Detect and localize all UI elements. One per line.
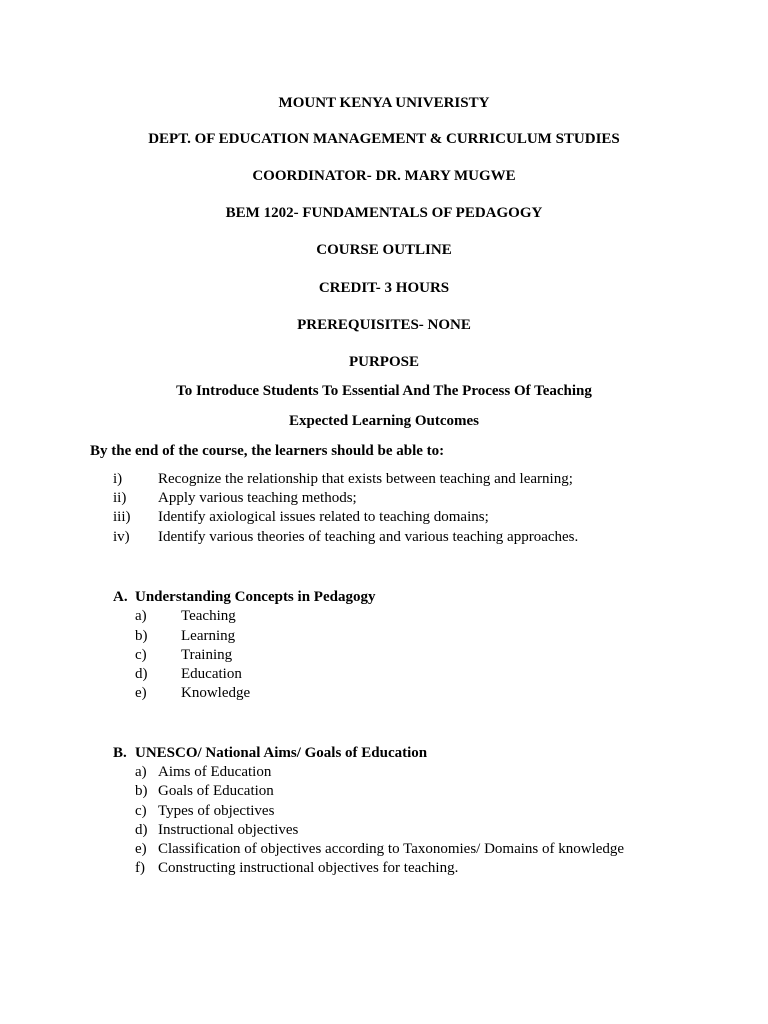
credit-line: CREDIT- 3 HOURS (318, 280, 450, 296)
list-item-text: Knowledge (181, 685, 251, 701)
list-item-text: Goals of Education (158, 783, 274, 799)
university-name: MOUNT KENYA UNIVERISTY (278, 95, 490, 111)
list-item-text: Instructional objectives (158, 822, 299, 838)
list-marker: a) (135, 608, 147, 624)
purpose-heading: PURPOSE (348, 354, 419, 370)
section-title: UNESCO/ National Aims/ Goals of Education (135, 745, 428, 761)
list-marker: d) (135, 822, 148, 838)
section-title: Understanding Concepts in Pedagogy (135, 589, 376, 605)
list-item-text: Classification of objectives according to Taxonomies/ Domains of knowledge (158, 841, 625, 857)
list-item-text: Apply various teaching methods; (158, 490, 357, 506)
course-outline-heading: COURSE OUTLINE (316, 242, 452, 258)
list-item-text: Recognize the relationship that exists between teaching and learning; (158, 471, 573, 487)
list-item-text: Training (181, 647, 233, 663)
outcomes-intro: By the end of the course, the learners should be able to: (90, 443, 445, 459)
department-name: DEPT. OF EDUCATION MANAGEMENT & CURRICULUM STUDIES (148, 131, 620, 147)
outcomes-heading: Expected Learning Outcomes (289, 413, 479, 429)
section-a-heading (113, 588, 613, 606)
list-item-text: Education (181, 666, 242, 682)
list-item-text: Constructing instructional objectives for teaching. (158, 860, 459, 876)
list-marker: d) (135, 666, 148, 682)
list-marker: b) (135, 628, 148, 644)
course-code-title: BEM 1202- FUNDAMENTALS OF PEDAGOGY (225, 205, 543, 221)
prerequisites-line: PREREQUISITES- NONE (297, 317, 471, 333)
list-marker: c) (135, 647, 147, 663)
purpose-text: To Introduce Students To Essential And The Process Of Teaching (176, 383, 592, 399)
list-marker: iii) (113, 509, 131, 525)
list-marker: ii) (113, 490, 127, 506)
coordinator-line: COORDINATOR- DR. MARY MUGWE (252, 168, 516, 184)
list-marker: a) (135, 764, 147, 780)
list-marker: c) (135, 803, 147, 819)
list-marker: e) (135, 841, 147, 857)
list-item-text: Types of objectives (158, 803, 275, 819)
list-marker: f) (135, 860, 145, 876)
list-item-text: Learning (181, 628, 236, 644)
list-item-text: Aims of Education (158, 764, 272, 780)
list-item-text: Identify axiological issues related to teaching domains; (158, 509, 489, 525)
section-letter: A. (113, 589, 128, 605)
list-item-text: Identify various theories of teaching and various teaching approaches. (158, 529, 579, 545)
section-b-heading (113, 744, 613, 762)
list-marker: e) (135, 685, 147, 701)
list-marker: i) (113, 471, 123, 487)
section-letter: B. (113, 745, 127, 761)
list-marker: b) (135, 783, 148, 799)
list-item-text: Teaching (181, 608, 236, 624)
list-marker: iv) (113, 529, 130, 545)
